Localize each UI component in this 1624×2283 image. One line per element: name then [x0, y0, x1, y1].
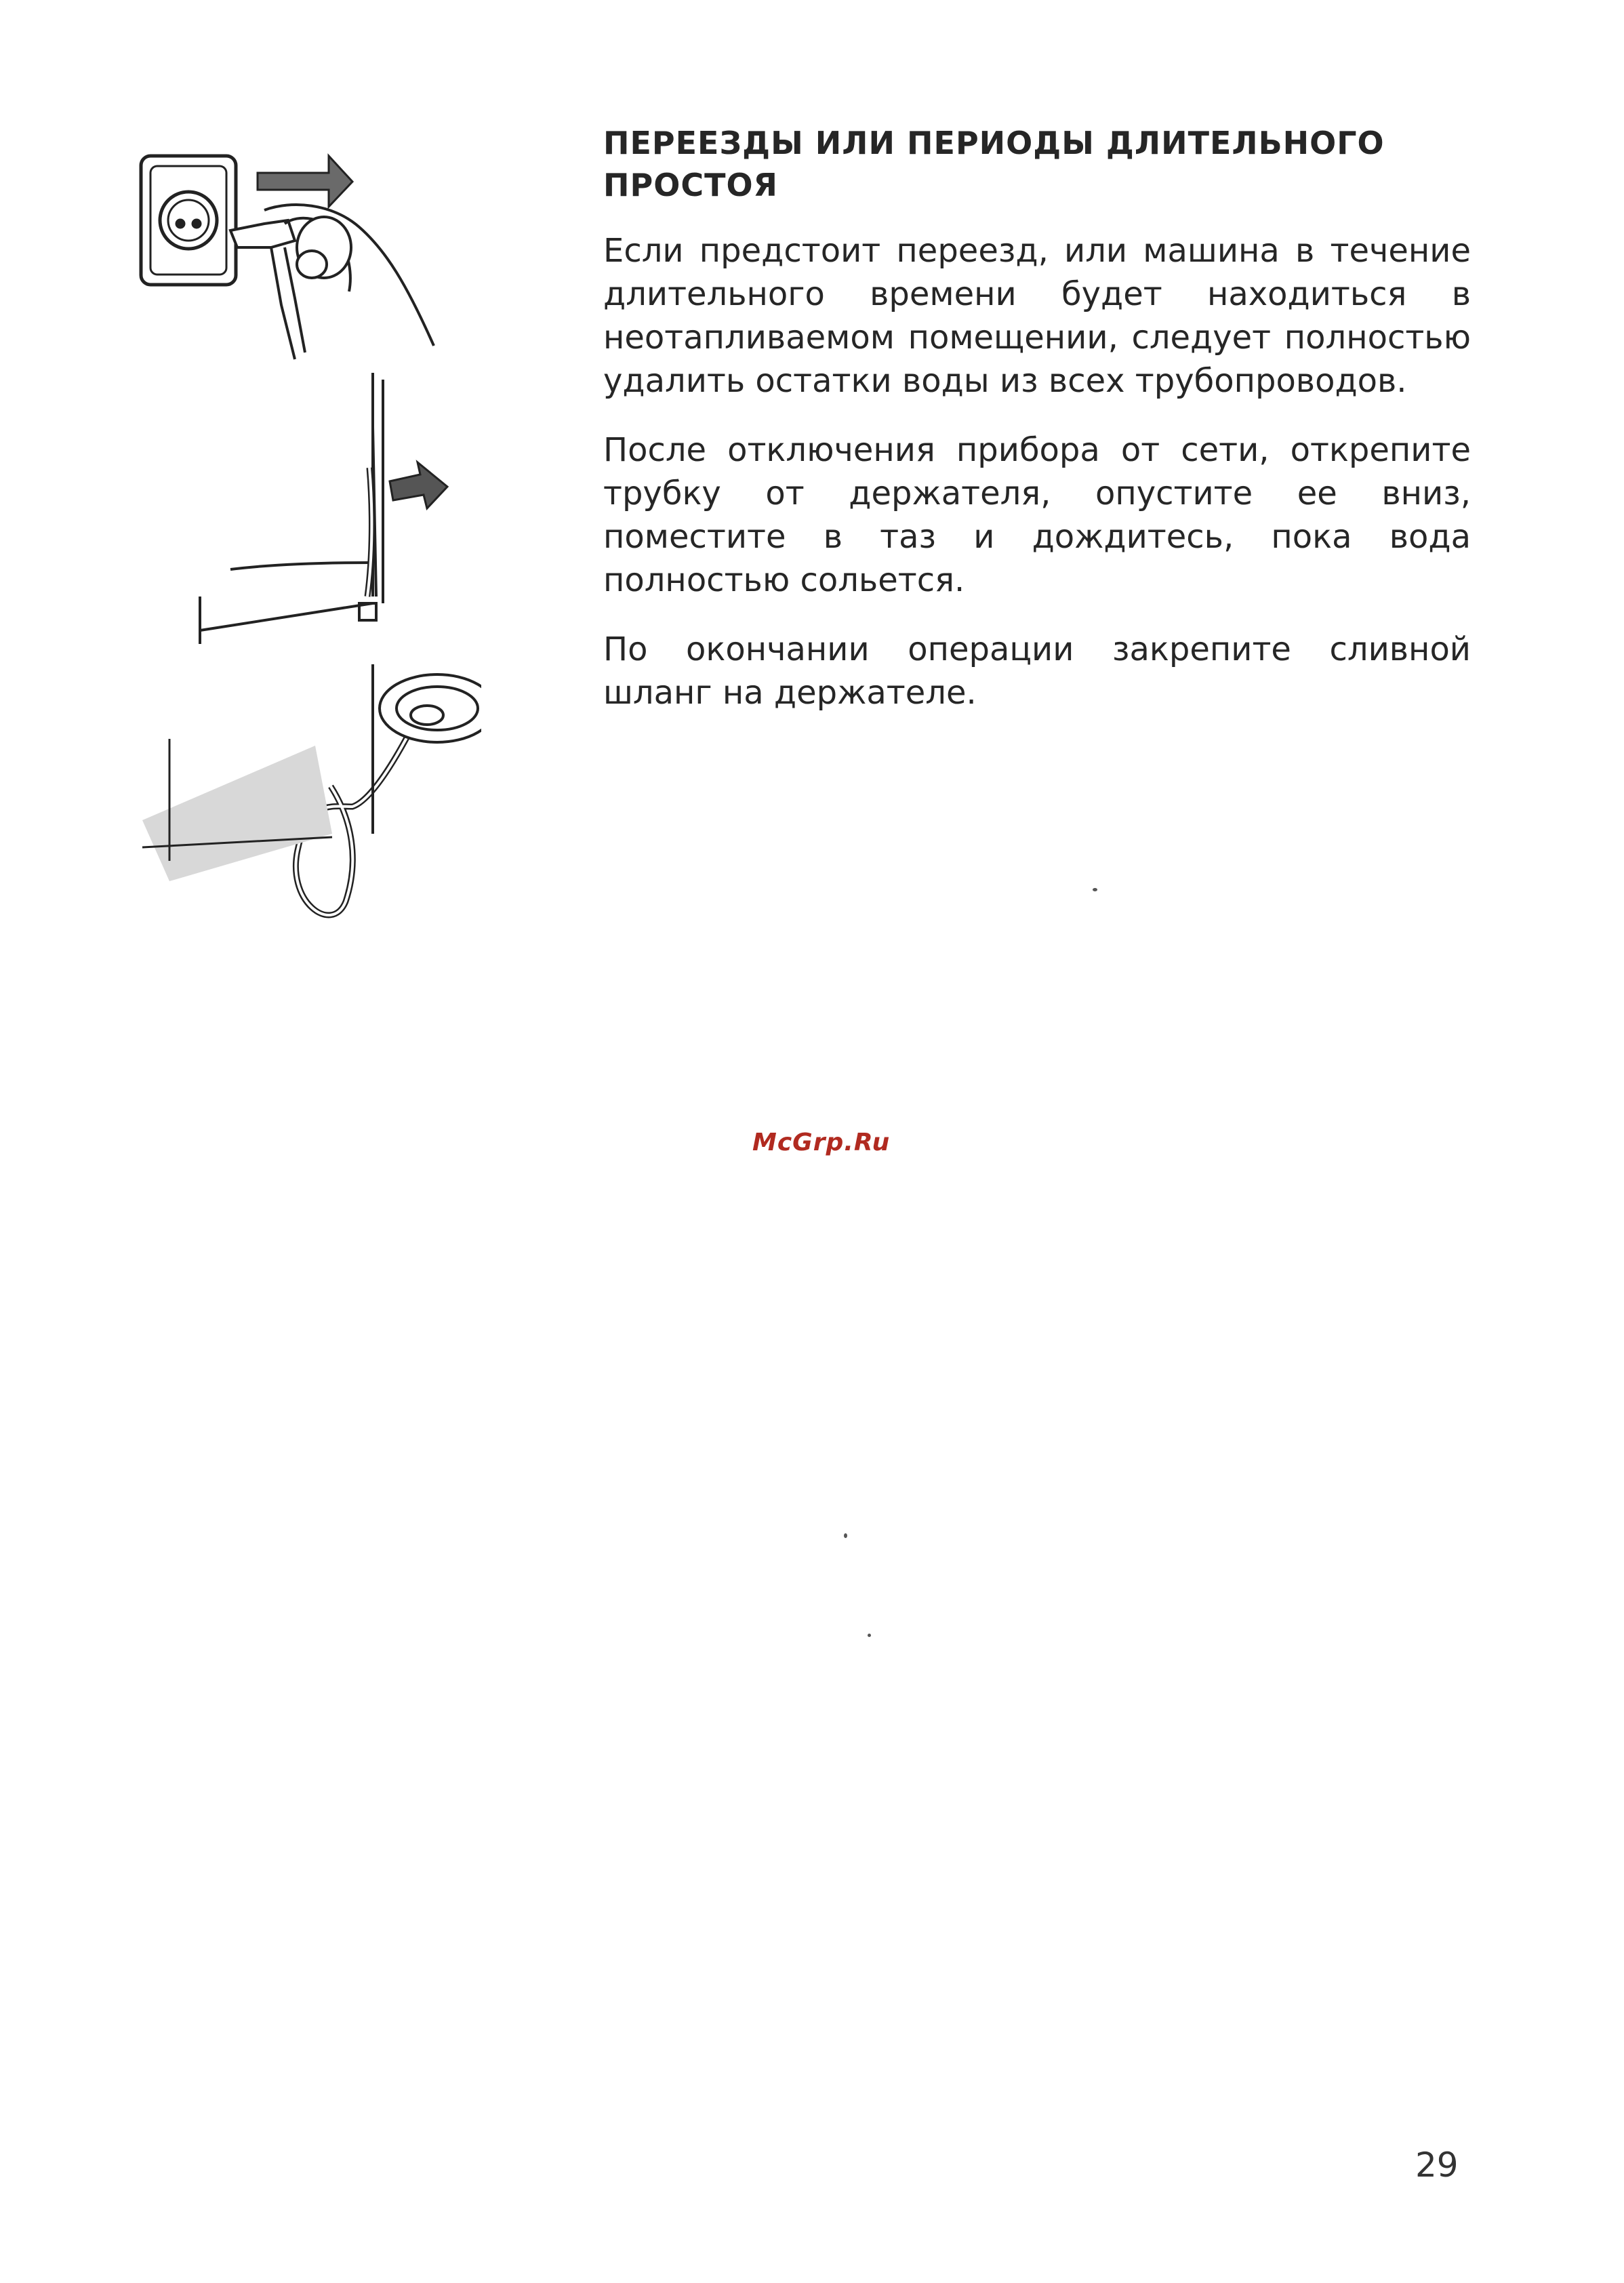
scan-speck: [1093, 888, 1097, 891]
watermark: McGrp.Ru: [752, 1129, 891, 1156]
scan-speck: [868, 1634, 871, 1637]
section-heading: ПЕРЕЕЗДЫ ИЛИ ПЕРИОДЫ ДЛИТЕЛЬНОГО ПРОСТОЯ: [603, 125, 1385, 203]
pull-arrow-icon: [258, 156, 352, 207]
page-number: 29: [1415, 2145, 1459, 2185]
floor-shading: [142, 664, 373, 881]
washing-machine-side-icon: [200, 373, 383, 644]
paragraph-reattach-hose: По окончании операции закрепите сливной шланг на держателе.: [603, 630, 1471, 712]
drain-hose-illustration: [129, 129, 481, 922]
paragraph-moving: Если предстоит переезд, или машина в течение длительного времени будет находиться в неотапливаемом помещении, следует полностью удалить остатки воды из всех трубопроводов.: [603, 232, 1471, 400]
scan-speck: [844, 1533, 847, 1538]
illustration-svg: [129, 129, 481, 922]
paragraph-drain-instructions: После отключения прибора от сети, открепите трубку от держателя, опустите ее вниз, поместите в таз и дождитесь, пока вода полностью сольется.: [603, 431, 1471, 599]
basin-icon: [380, 674, 481, 742]
hose-detach-arrow-icon: [390, 462, 447, 508]
hand-with-plug-icon: [230, 205, 434, 359]
wall-socket-icon: [141, 156, 236, 285]
text-column: [603, 122, 1471, 740]
